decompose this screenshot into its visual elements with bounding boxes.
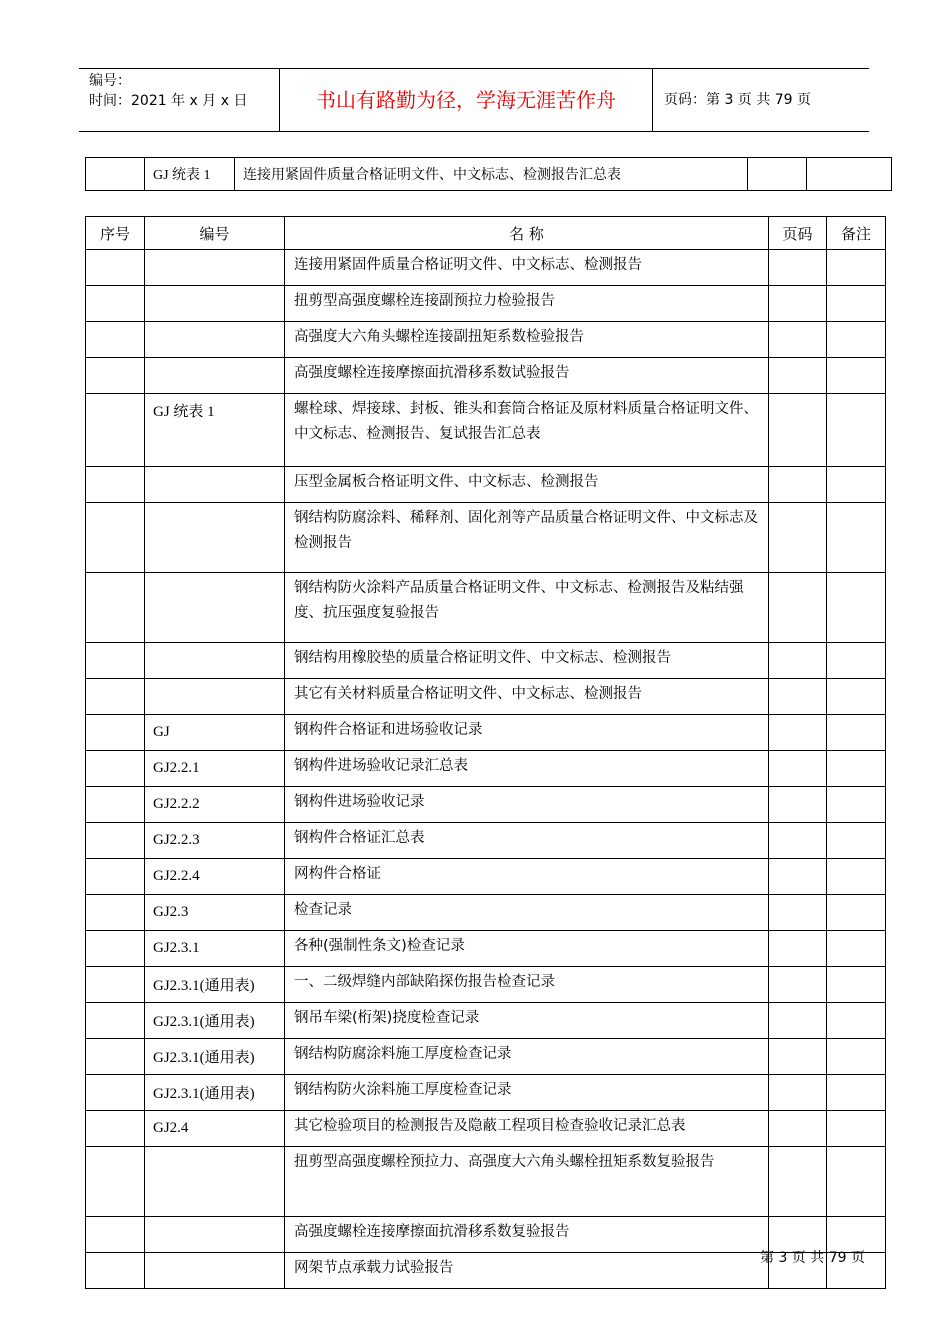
row-page-cell [769,467,827,503]
row-page-cell [769,394,827,467]
row-index-cell [86,715,145,751]
row-code-cell [145,322,285,358]
row-code-cell: GJ2.3 [145,895,285,931]
row-page-cell [769,1003,827,1039]
row-page-cell [769,358,827,394]
row-remark-cell [827,751,886,787]
row-index-cell [86,859,145,895]
row-index-cell [86,322,145,358]
row-index-cell [86,679,145,715]
row-index-cell [86,787,145,823]
row-name-cell: 螺栓球、焊接球、封板、锥头和套筒合格证及原材料质量合格证明文件、中文标志、检测报告、复试报告汇总表 [285,394,769,467]
row-remark-cell [827,931,886,967]
row-name-cell: 钢结构防腐涂料、稀释剂、固化剂等产品质量合格证明文件、中文标志及检测报告 [285,503,769,573]
row-name-cell: 连接用紧固件质量合格证明文件、中文标志、检测报告 [285,250,769,286]
row-name-cell: 扭剪型高强度螺栓预拉力、高强度大六角头螺栓扭矩系数复验报告 [285,1147,769,1217]
row-index-cell [86,1039,145,1075]
row-page-cell [769,250,827,286]
row-remark-cell [827,895,886,931]
table-row [86,643,886,679]
row-remark-cell [827,394,886,467]
table-row [86,715,886,751]
row-code-cell: GJ2.4 [145,1111,285,1147]
table-row [86,503,886,573]
title-blank-cell [748,158,807,191]
row-code-cell: GJ 统表 1 [145,394,285,467]
row-page-cell [769,1075,827,1111]
row-name-cell: 高强度大六角头螺栓连接副扭矩系数检验报告 [285,322,769,358]
row-code-cell [145,573,285,643]
header-meta [79,69,280,131]
table-row [86,679,886,715]
row-remark-cell [827,358,886,394]
row-remark-cell [827,1039,886,1075]
row-name-cell: 钢结构防腐涂料施工厚度检查记录 [285,1039,769,1075]
row-remark-cell [827,322,886,358]
row-remark-cell [827,967,886,1003]
row-page-cell [769,679,827,715]
col-header-name: 名 称 [285,217,769,250]
row-page-cell [769,823,827,859]
row-index-cell [86,751,145,787]
row-index-cell [86,573,145,643]
row-code-cell [145,358,285,394]
row-index-cell [86,1253,145,1289]
title-blank-cell [807,158,892,191]
row-page-cell [769,931,827,967]
table-row [86,859,886,895]
row-code-cell: GJ2.3.1(通用表) [145,1039,285,1075]
row-index-cell [86,1147,145,1217]
header-page-number: 页码：第 3 页 共 79 页 [664,92,811,108]
row-page-cell [769,286,827,322]
row-name-cell: 其它有关材料质量合格证明文件、中文标志、检测报告 [285,679,769,715]
row-name-cell: 压型金属板合格证明文件、中文标志、检测报告 [285,467,769,503]
row-remark-cell [827,859,886,895]
row-remark-cell [827,503,886,573]
page-header [79,68,869,132]
row-page-cell [769,751,827,787]
row-code-cell: GJ2.3.1(通用表) [145,1003,285,1039]
row-name-cell: 检查记录 [285,895,769,931]
row-index-cell [86,286,145,322]
row-index-cell [86,250,145,286]
row-index-cell [86,503,145,573]
header-row [86,217,886,250]
row-page-cell [769,503,827,573]
row-index-cell [86,358,145,394]
row-code-cell [145,503,285,573]
row-index-cell [86,895,145,931]
row-page-cell [769,322,827,358]
table-row [86,573,886,643]
row-code-cell [145,643,285,679]
time-label: 时间：2021 年 x 月 x 日 [89,93,248,109]
row-page-cell [769,859,827,895]
row-code-cell [145,1253,285,1289]
row-code-cell [145,679,285,715]
code-label: 编号： [89,73,131,89]
row-code-cell: GJ2.3.1(通用表) [145,967,285,1003]
table-row [86,1147,886,1217]
table-row [86,467,886,503]
page-footer: 第 3 页 共 79 页 [760,1250,865,1266]
table-row [86,1111,886,1147]
row-name-cell: 扭剪型高强度螺栓连接副预拉力检验报告 [285,286,769,322]
row-name-cell: 钢结构防火涂料施工厚度检查记录 [285,1075,769,1111]
table-row [86,1039,886,1075]
table-row [86,823,886,859]
table-row [86,322,886,358]
row-code-cell: GJ [145,715,285,751]
row-code-cell [145,286,285,322]
row-index-cell [86,823,145,859]
table-row [86,895,886,931]
row-remark-cell [827,573,886,643]
col-header-index: 序号 [86,217,145,250]
row-page-cell [769,715,827,751]
row-remark-cell [827,1003,886,1039]
row-code-cell: GJ2.2.4 [145,859,285,895]
row-code-cell [145,1217,285,1253]
col-header-remark: 备注 [827,217,886,250]
row-name-cell: 其它检验项目的检测报告及隐蔽工程项目检查验收记录汇总表 [285,1111,769,1147]
row-index-cell [86,1217,145,1253]
row-page-cell [769,787,827,823]
table-row [86,1075,886,1111]
row-remark-cell [827,1075,886,1111]
row-code-cell: GJ2.2.2 [145,787,285,823]
row-name-cell: 钢构件合格证汇总表 [285,823,769,859]
row-code-cell [145,250,285,286]
table-row [86,286,886,322]
row-name-cell: 钢构件合格证和进场验收记录 [285,715,769,751]
row-remark-cell [827,823,886,859]
row-remark-cell [827,286,886,322]
table-row [86,931,886,967]
row-page-cell [769,967,827,1003]
row-name-cell: 各种(强制性条文)检查记录 [285,931,769,967]
table-row [86,751,886,787]
row-remark-cell [827,787,886,823]
title-code: GJ 统表 1 [145,158,235,191]
row-code-cell: GJ2.2.1 [145,751,285,787]
table-row [86,787,886,823]
row-name-cell: 钢结构防火涂料产品质量合格证明文件、中文标志、检测报告及粘结强度、抗压强度复验报告 [285,573,769,643]
row-index-cell [86,394,145,467]
row-page-cell [769,573,827,643]
row-code-cell: GJ2.3.1 [145,931,285,967]
row-index-cell [86,1003,145,1039]
table-row [86,250,886,286]
row-name-cell: 钢构件进场验收记录 [285,787,769,823]
row-remark-cell [827,250,886,286]
row-code-cell: GJ2.3.1(通用表) [145,1075,285,1111]
row-remark-cell [827,467,886,503]
row-index-cell [86,967,145,1003]
row-name-cell: 钢构件进场验收记录汇总表 [285,751,769,787]
row-code-cell: GJ2.2.3 [145,823,285,859]
table-row [86,967,886,1003]
row-page-cell [769,1039,827,1075]
index-table [85,216,886,1289]
row-page-cell [769,643,827,679]
row-name-cell: 钢吊车梁(桁架)挠度检查记录 [285,1003,769,1039]
row-remark-cell [827,1147,886,1217]
row-code-cell [145,467,285,503]
table-row [86,358,886,394]
row-name-cell: 网构件合格证 [285,859,769,895]
row-remark-cell [827,1111,886,1147]
row-remark-cell [827,679,886,715]
row-index-cell [86,931,145,967]
row-name-cell: 高强度螺栓连接摩擦面抗滑移系数复验报告 [285,1217,769,1253]
row-index-cell [86,467,145,503]
row-page-cell [769,1147,827,1217]
row-remark-cell [827,643,886,679]
row-page-cell [769,1111,827,1147]
row-page-cell [769,895,827,931]
col-header-code: 编号 [145,217,285,250]
table-row [86,1003,886,1039]
title-blank-cell [86,158,145,191]
row-name-cell: 钢结构用橡胶垫的质量合格证明文件、中文标志、检测报告 [285,643,769,679]
row-name-cell: 一、二级焊缝内部缺陷探伤报告检查记录 [285,967,769,1003]
col-header-page: 页码 [769,217,827,250]
row-code-cell [145,1147,285,1217]
header-motto: 书山有路勤为径，学海无涯苦作舟 [280,69,653,131]
row-index-cell [86,643,145,679]
row-index-cell [86,1075,145,1111]
row-index-cell [86,1111,145,1147]
title-text: 连接用紧固件质量合格证明文件、中文标志、检测报告汇总表 [235,158,748,191]
title-row [86,158,892,191]
row-name-cell: 网架节点承载力试验报告 [285,1253,769,1289]
table-row [86,394,886,467]
row-remark-cell [827,715,886,751]
title-table [85,157,892,191]
row-name-cell: 高强度螺栓连接摩擦面抗滑移系数试验报告 [285,358,769,394]
